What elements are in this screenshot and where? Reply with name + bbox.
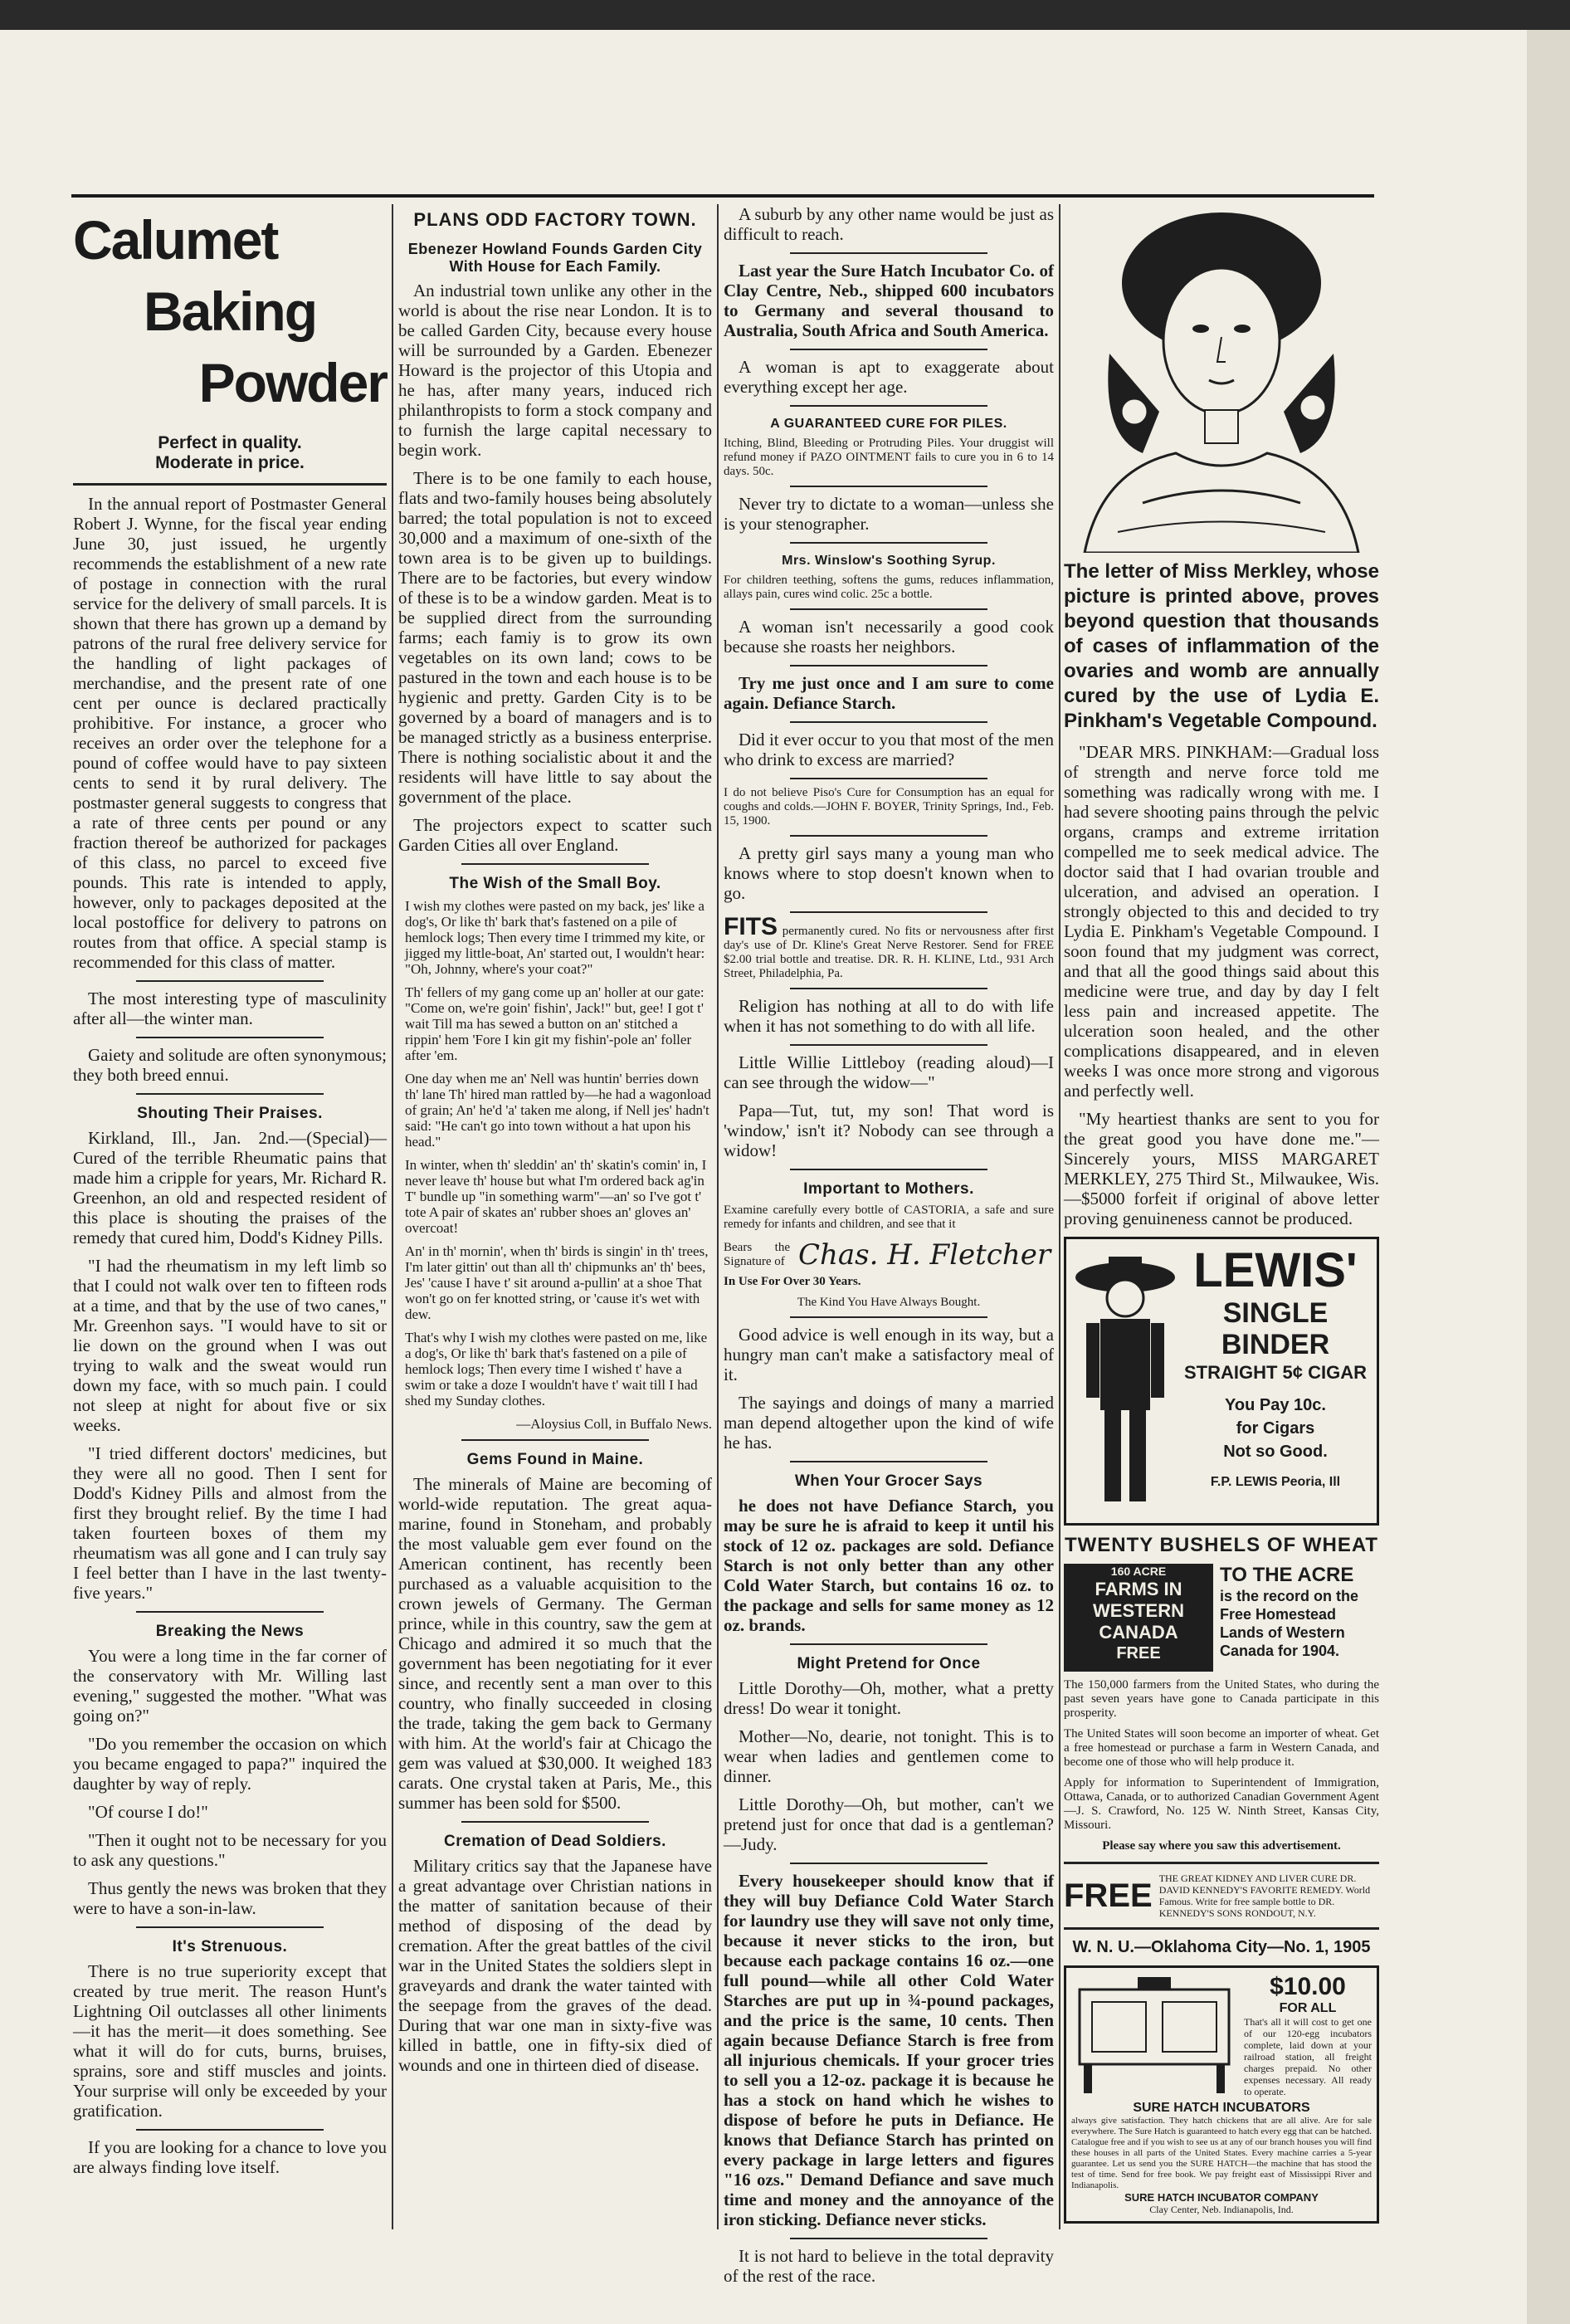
divider: [790, 252, 988, 254]
column-divider: [717, 204, 719, 2229]
filler-item: A woman isn't necessarily a good cook because she roasts her neighbors.: [724, 617, 1054, 657]
ad-text: permanently cured. No fits or nervousness after first day's use of Dr. Kline's Great Nerve Restorer. Send for FREE $2.00 trial bottle and treatise. DR. R. H. KLINE, Ltd., 931 Arch Street, Philadelphia, Pa.: [724, 925, 1054, 980]
article-paragraph: Mother—No, dearie, not tonight. This is to wear when ladies and gentlemen come to dinner.: [724, 1726, 1054, 1786]
tagline-1: Perfect in quality.: [158, 433, 302, 452]
article-paragraph: Kirkland, Ill., Jan. 2nd.—(Special)—Cured of the terrible Rheumatic pains that made him a cripple for years, Mr. Richard R. Greenhon, an old and respected resident of this place is shouting the praises of the remedy that cured him, Dodd's Kidney Pills.: [73, 1128, 387, 1247]
farms-badge-line: 160 ACRE: [1110, 1565, 1167, 1578]
article-paragraph: "I had the rheumatism in my left limb so that I could not walk over ten to fifteen rods at a time, and that by the use of two canes," Mr. Greenhon says. "I would have to sit or lie down on the ground when I was out trying to walk and the sweat would run down my face, with so much pain. I could not sleep at night for about five or six weeks.: [73, 1256, 387, 1435]
divider: [790, 778, 988, 779]
lewis-ad-text: [1179, 1244, 1372, 1518]
article-paragraph: "I tried different doctors' medicines, but they were all no good. Then I sent for Dodd's Kidney Pills and almost from the first they brought relief. By the time I had taken fourteen boxes of them my rheumatism was all gone and I can truly say I feel better than I have in the last twenty-five years.": [73, 1443, 387, 1603]
filler-item: A pretty girl says many a young man who knows where to stop doesn't known when to go.: [724, 843, 1054, 903]
sure-hatch-body: always give satisfaction. They hatch chickens that are all alive. Are for sale everywhere. The Sure Hatch is guaranteed to hatch every egg that can be hatched. Catalogue free and if you wish to see us at any of our branch houses you will find these houses in all parts of the United States. Every machine carries a 5-year guarantee. Let us send you the SURE HATCH—the machine that has stood the test of time. Send for free book. We pay freight east of Mississippi River and Indianapolis.: [1071, 2116, 1372, 2190]
article-heading: It's Strenuous.: [172, 1938, 288, 1955]
ad-text: In Use For Over 30 Years.: [724, 1275, 861, 1288]
article-paragraph: The projectors expect to scatter such Garden Cities all over England.: [398, 815, 712, 855]
signature-row: [724, 1238, 1054, 1272]
column-1: [73, 204, 387, 2185]
article-heading: Breaking the News: [155, 1623, 305, 1640]
ad-line: Calumet: [73, 209, 278, 271]
article-paragraph: Papa—Tut, tut, my son! That word is 'window,' isn't it? Nobody can see through a widow!: [724, 1101, 1054, 1160]
filler-item: Religion has nothing at all to do with life when it has not something to do with all life.: [724, 996, 1054, 1036]
article-heading: Cremation of Dead Soldiers.: [444, 1833, 666, 1850]
bears-label: Bears the Signature of: [724, 1241, 790, 1268]
divider: [461, 1439, 650, 1441]
top-rule: [71, 194, 1374, 198]
article-paragraph: "Then it ought not to be necessary for you to ask any questions.": [73, 1830, 387, 1870]
article-heading: PLANS ODD FACTORY TOWN.: [413, 209, 697, 230]
filler-item: A suburb by any other name would be just as difficult to reach.: [724, 204, 1054, 244]
article-paragraph: Thus gently the news was broken that they were to have a son-in-law.: [73, 1878, 387, 1918]
divider: [1064, 1862, 1379, 1864]
divider: [790, 1169, 988, 1170]
divider: [790, 721, 988, 723]
filler-item: The most interesting type of masculinity after all—the winter man.: [73, 989, 387, 1028]
ad-heading: Important to Mothers.: [803, 1180, 974, 1198]
wheat-record-block: [1220, 1564, 1379, 1672]
pinkham-letter: "DEAR MRS. PINKHAM:—Gradual loss of strength and nerve force told me something was radically wrong with me. I had severe shooting pains through the pelvic organs, cramps and extreme irritation compelled me to seek medical advice. The doctor said that I had ovarian trouble and ulceration, and advised an operation. I strongly objected to this and decided to try Lydia E. Pinkham's Vegetable Compound. I soon found that my judgment was correct, and that all the good things said about this medicine were true, and day by day I felt less pain and increased appetite. The ulceration soon healed, and the other complications disappeared, and in eleven weeks I was once more strong and vigorous and perfectly well.: [1064, 742, 1379, 1101]
article-paragraph: Military critics say that the Japanese have a great advantage over Christian nations in the matter of sanitation because of their method of disposing of the dead by cremation. After the great battles of the civil war in the United States the soldiers slept in graveyards and drank the water tainted with the seepage from the graves of the dead. During that war one man in sixty-five was killed in battle, one in fifty-six died of wounds and one in thirteen died of disease.: [398, 1856, 712, 2075]
divider: [790, 1044, 988, 1046]
sure-hatch-price-block: [1244, 1973, 1372, 2097]
divider: [136, 1037, 324, 1038]
lewis-maker: F.P. LEWIS Peoria, Ill: [1210, 1475, 1341, 1489]
lewis-line: You Pay 10c.: [1225, 1396, 1326, 1414]
sure-for-all: FOR ALL: [1279, 2001, 1337, 2015]
divider: [461, 863, 650, 865]
divider: [136, 1611, 324, 1613]
ad-text: Please say where you saw this advertisement.: [1102, 1839, 1341, 1853]
pinkham-thanks: "My heartiest thanks are sent to you for the great good you have done me."—Sincerely yours, MISS MARGARET MERKLEY, 275 Third St., Milwaukee, Wis.—$5000 forfeit if original of above letter proving genuineness cannot be produced.: [1064, 1109, 1379, 1228]
parcel-post-article: In the annual report of Postmaster General Robert J. Wynne, for the fiscal year ending June 30, just issued, he urgently recommends the establishment of a new rate of postage in connection with the rural service for the delivery of small parcels. It is shown that there has grown up a demand by patrons of the rural free delivery service for the handling of light packages of merchandise, and the present rate of one cent per ounce is declared practically prohibitive. For instance, a grocer who receives an order over the telephone for a pound of coffee would have to pay sixteen cents to send it by rural delivery. The postmaster general suggests to congress that a rate of three cents per pound or any fraction thereof be authorized for packages of this class, no parcel to exceed five pounds. This rate is intended to apply, however, only to packages deposited at the local postoffice for delivery to patrons on routes from that office. A special stamp is recommended for this class of matter.: [73, 494, 387, 972]
article-paragraph: There is no true superiority except that created by true merit. The reason Hunt's Lightning Oil outclasses all other liniments—it has the merit—it does something. See what it will do for cuts, burns, bruises, sprains, sore and stiff muscles and joints. Your surprise will only be exceeded by your gratification.: [73, 1961, 387, 2121]
portrait-illustration: [1068, 204, 1375, 553]
ad-text: The United States will soon become an importer of wheat. Get a free homestead or purchase a farm in Western Canada, and become one of those who will help produce it.: [1064, 1727, 1379, 1769]
calumet-ad-title: [73, 204, 387, 418]
ad-text: The Kind You Have Always Bought.: [797, 1296, 981, 1309]
farms-badge-line: WESTERN: [1093, 1600, 1184, 1621]
sure-hatch-heading: SURE HATCH INCUBATORS: [1133, 2101, 1310, 2115]
farms-badge: [1064, 1564, 1213, 1672]
divider: [136, 1926, 324, 1928]
filler-item: A woman is apt to exaggerate about everything except her age.: [724, 357, 1054, 397]
article-heading: Might Pretend for Once: [797, 1655, 981, 1672]
poem-stanza: In winter, when th' sleddin' an' th' skatin's comin' in, I never leave th' house but what I'm ordered back ag'in T' bundle up "in something warm"—an' so I've got t' tote A pair of skates an' rubber shoes an' gloves an' overcoat!: [405, 1157, 707, 1236]
divider: [790, 835, 988, 837]
divider: [461, 1821, 650, 1823]
filler-item: Did it ever occur to you that most of the men who drink to excess are married?: [724, 730, 1054, 769]
filler-item: The sayings and doings of many a married man depend altogether upon the kind of wife he has.: [724, 1393, 1054, 1452]
wheat-record: is the record on the Free Homestead Lands of Western Canada for 1904.: [1220, 1588, 1359, 1659]
sure-hatch-company: SURE HATCH INCUBATOR COMPANY: [1124, 2191, 1319, 2204]
ad-text: For children teething, softens the gums, reduces inflammation, allays pain, cures wind colic. 25c a bottle.: [724, 574, 1054, 601]
divider: [136, 2129, 324, 2131]
calumet-tagline: [73, 433, 387, 473]
divider: [790, 1316, 988, 1318]
divider: [790, 911, 988, 913]
poem-stanza: Th' fellers of my gang come up an' holler at our gate: "Come on, we're goin' fishin', Jack!" but, gee! I got t' wait Till ma has sewed a button on an' stitched a rippin' hem 'Fore I kin git my fishin'-pole an' foller after 'em.: [405, 984, 705, 1063]
divider: [790, 608, 988, 610]
ad-text: he does not have Defiance Starch, you may be sure he is afraid to keep it until his stock of 12 oz. packages are sold. Defiance Starch is not only better than any other Cold Water Starch, but contains 16 oz. to the package and sells for same money as 12 oz. brands.: [724, 1496, 1054, 1635]
lewis-line: Not so Good.: [1223, 1443, 1328, 1461]
ad-text: Examine carefully every bottle of CASTORIA, a safe and sure remedy for infants and children, and see that it: [724, 1204, 1054, 1231]
lewis-brand: LEWIS': [1193, 1243, 1358, 1297]
article-heading: Shouting Their Praises.: [137, 1105, 323, 1122]
filler-item: Good advice is well enough in its way, but a hungry man can't make a satisfactory meal of it.: [724, 1325, 1054, 1384]
article-paragraph: You were a long time in the far corner of the conservatory with Mr. Willing last evening," suggested the mother. "What was going on?": [73, 1646, 387, 1726]
article-paragraph: An industrial town unlike any other in the world is about the rise near London. It is to be called Garden City, because every house will be surrounded by a Garden. Ebenezer Howard is the projector of this Utopia and he has, after many years, induced rich philanthropists to form a stock company and to furnish the large capital necessary to begin work.: [398, 281, 712, 460]
ad-text: Every housekeeper should know that if they will buy Defiance Cold Water Starch for laundry use they will save not only time, because it never sticks to the iron, but because each package contains 16 oz.—one full pound—while all other Cold Water Starches are put up in ¾-pound packages, and the price is the same, 10 cents. Then again because Defiance Starch is free from all injurious chemicals. If your grocer tries to sell you a 12-oz. package it is because he has a stock on hand which he wishes to dispose of before he puts in Defiance. He knows that Defiance Starch has printed on every package in large letters and figures "16 ozs." Demand Defiance and save much time and money and the annoyance of the iron sticking. Defiance never sticks.: [724, 1871, 1054, 2229]
wheat-acre: TO THE ACRE: [1220, 1564, 1354, 1586]
article-heading: Gems Found in Maine.: [466, 1451, 644, 1468]
article-paragraph: Little Willie Littleboy (reading aloud)—I can see through the widow—": [724, 1052, 1054, 1092]
ad-heading: Mrs. Winslow's Soothing Syrup.: [782, 554, 996, 568]
article-paragraph: Little Dorothy—Oh, mother, what a pretty dress! Do wear it tonight.: [724, 1678, 1054, 1718]
kennedy-ad: [1064, 1872, 1379, 1919]
ad-text: Itching, Blind, Bleeding or Protruding Piles. Your druggist will refund money if PAZO OINTMENT fails to cure you in 6 to 14 days. 50c.: [724, 437, 1054, 478]
divider: [790, 542, 988, 544]
poem-stanza: One day when me an' Nell was huntin' berries down th' lane Th' hired man rattled by—he had a wagonload of grain; An' he'd 'a' taken me along, if Nell jes' hadn't said: "He can't go into town without a hat upon his head.": [405, 1071, 711, 1150]
divider: [790, 405, 988, 407]
article-paragraph: "Of course I do!": [88, 1802, 208, 1822]
sure-hatch-address: Clay Center, Neb. Indianapolis, Ind.: [1149, 2204, 1294, 2215]
farms-badge-line: FREE: [1116, 1644, 1161, 1662]
poem-stanza: That's why I wish my clothes were pasted on me, like a dog's, Or like th' bark that's fastened on a pile of hemlock logs; Then every time I wished t' have a swim or take a doze I wouldn't have t' wait till I had shed my Sunday clothes.: [405, 1330, 708, 1409]
divider: [1064, 1927, 1379, 1930]
divider: [790, 988, 988, 989]
signature: Chas. H. Fletcher: [798, 1238, 1051, 1272]
filler-item: Never try to dictate to a woman—unless she is your stenographer.: [724, 494, 1054, 534]
article-paragraph: There is to be one family to each house, flats and two-family houses being absolutely barred; the total population is not to exceed 30,000 and a maximum of one-sixth of the town area is to be given up to buildings. There are to be factories, but every window of these is to be a window garden. Meat is to be supplied direct from the surrounding farms; each famiy is to grow its own vegetables on its own land; cows to be pastured in the town and each house is to be hygienic and pretty. Garden City is to be governed by a board of managers and is to be managed strictly as a business enterprise. There is nothing socialistic about it and the residents will have little to say about the government of the place.: [398, 468, 712, 807]
pinkham-headline: The letter of Miss Merkley, whose picture is printed above, proves beyond question that thousands of cases of inflammation of the ovaries and womb are annually cured by the use of Lydia E. Pinkham's Vegetable Compound.: [1064, 560, 1379, 732]
divider: [790, 2238, 988, 2239]
article-subheading: Ebenezer Howland Founds Garden City With House for Each Family.: [407, 241, 703, 275]
filler-item: Gaiety and solitude are often synonymous; they both breed ennui.: [73, 1045, 387, 1085]
filler-item: Try me just once and I am sure to come again. Defiance Starch.: [724, 673, 1054, 713]
sure-side-text: That's all it will cost to get one of our 120-egg incubators complete, laid down at your railroad station, all freight charges prepaid. No other expenses necessary. All ready to operate.: [1244, 2016, 1372, 2097]
article-paragraph: "Do you remember the occasion on which you became engaged to papa?" inquired the daughter by way of reply.: [73, 1734, 387, 1794]
lewis-line: for Cigars: [1236, 1419, 1315, 1438]
cowboy-illustration: [1071, 1244, 1179, 1510]
poem-heading: The Wish of the Small Boy.: [449, 875, 661, 892]
divider: [136, 980, 324, 982]
article-paragraph: Little Dorothy—Oh, but mother, can't we pretend just for once that dad is a gentleman?—Judy.: [724, 1794, 1054, 1854]
free-word: FREE: [1064, 1877, 1153, 1914]
poem-stanza: I wish my clothes were pasted on my back, jes' like a dog's, Or like th' bark that's fastened on a pile of hemlock logs; Then every time I trimmed my kite, or jigged my little-boat, An' started out, I wouldn't hear: "Oh, Johnny, where's your coat?": [405, 898, 705, 977]
tagline-2: Moderate in price.: [155, 453, 305, 472]
wheat-ad-heading: TWENTY BUSHELS OF WHEAT: [1064, 1534, 1379, 1556]
ad-line: Powder: [198, 352, 387, 413]
column-4: [1064, 204, 1379, 2232]
wnu-line: W. N. U.—Oklahoma City—No. 1, 1905: [1072, 1938, 1371, 1956]
filler-item: It is not hard to believe in the total depravity of the rest of the race.: [724, 2246, 1054, 2286]
wheat-ad-top: [1064, 1564, 1379, 1672]
sure-hatch-top: [1071, 1973, 1372, 2097]
sure-price: $10.00: [1270, 1973, 1346, 2000]
lewis-line: BINDER: [1221, 1329, 1330, 1360]
incubator-illustration: [1071, 1973, 1237, 2097]
ad-heading: When Your Grocer Says: [794, 1472, 983, 1490]
column-divider: [392, 204, 393, 2229]
divider: [73, 483, 387, 486]
article-paragraph: The minerals of Maine are becoming of world-wide reputation. The great aqua-marine, found in Stoneham, and probably the most valuable gem ever found on the American continent, has recently been purchased as a valuable acquisition to the crown jewels of Germany. The German prince, while in this country, saw the gem at Chicago and admired it so much that the government has been negotiating for it ever since, and recently sent a man over to this country, who finally succeeded in closing the trade, taking the gem back to Germany with him. At the world's fair at Chicago the gem was valued at $30,000. It weighed 183 carats. One crystal taken at Paris, Me., this summer has been sold for $500.: [398, 1474, 712, 1813]
lewis-cigar-ad: [1064, 1237, 1379, 1526]
column-3: [724, 204, 1054, 2294]
ad-line: Baking: [143, 281, 317, 342]
sure-hatch-ad: [1064, 1965, 1379, 2224]
divider: [790, 349, 988, 350]
ad-text: THE GREAT KIDNEY AND LIVER CURE DR. DAVID KENNEDY'S FAVORITE REMEDY. World Famous. Write for free sample bottle to DR. KENNEDY'S SONS RONDOUT, N.Y.: [1158, 1872, 1371, 1919]
ad-text: I do not believe Piso's Cure for Consumption has an equal for coughs and colds.—JOHN F. BOYER, Trinity Springs, Ind., Feb. 15, 1900.: [724, 786, 1054, 828]
filler-item: Last year the Sure Hatch Incubator Co. of Clay Centre, Neb., shipped 600 incubators to Germany and several thousand to Australia, South Africa and South America.: [724, 261, 1054, 340]
poem-author: —Aloysius Coll, in Buffalo News.: [516, 1416, 712, 1432]
ad-heading: A GUARANTEED CURE FOR PILES.: [770, 417, 1007, 431]
fits-word: FITS: [724, 913, 778, 940]
divider: [790, 1461, 988, 1462]
farms-badge-line: FARMS IN: [1095, 1579, 1182, 1599]
poem-stanza: An' in th' mornin', when th' birds is singin' in th' trees, I'm later gittin' out than all th' chipmunks an' th' bees, Jes' 'cause I have t' sit around a-pullin' at a shoe That won't go on fer knotted string, or 'cause it's wet with dew.: [405, 1243, 709, 1322]
divider: [790, 665, 988, 666]
divider: [790, 1863, 988, 1864]
divider: [136, 1093, 324, 1095]
filler-item: If you are looking for a chance to love you are always finding love itself.: [73, 2137, 387, 2177]
ad-text: The 150,000 farmers from the United States, who during the past seven years have gone to Canada participate in this prosperity.: [1064, 1678, 1379, 1720]
lewis-line: STRAIGHT 5¢ CIGAR: [1183, 1362, 1368, 1383]
divider: [790, 486, 988, 487]
column-2: [398, 204, 712, 2083]
ad-text: Apply for information to Superintendent of Immigration, Ottawa, Canada, or to authorized Canadian Government Agent—J. S. Crawford, No. 125 W. Ninth Street, Kansas City, Missouri.: [1064, 1776, 1379, 1832]
divider: [790, 1643, 988, 1645]
lewis-line: SINGLE: [1222, 1297, 1329, 1329]
farms-badge-line: CANADA: [1099, 1622, 1178, 1643]
column-divider: [1059, 204, 1060, 2229]
